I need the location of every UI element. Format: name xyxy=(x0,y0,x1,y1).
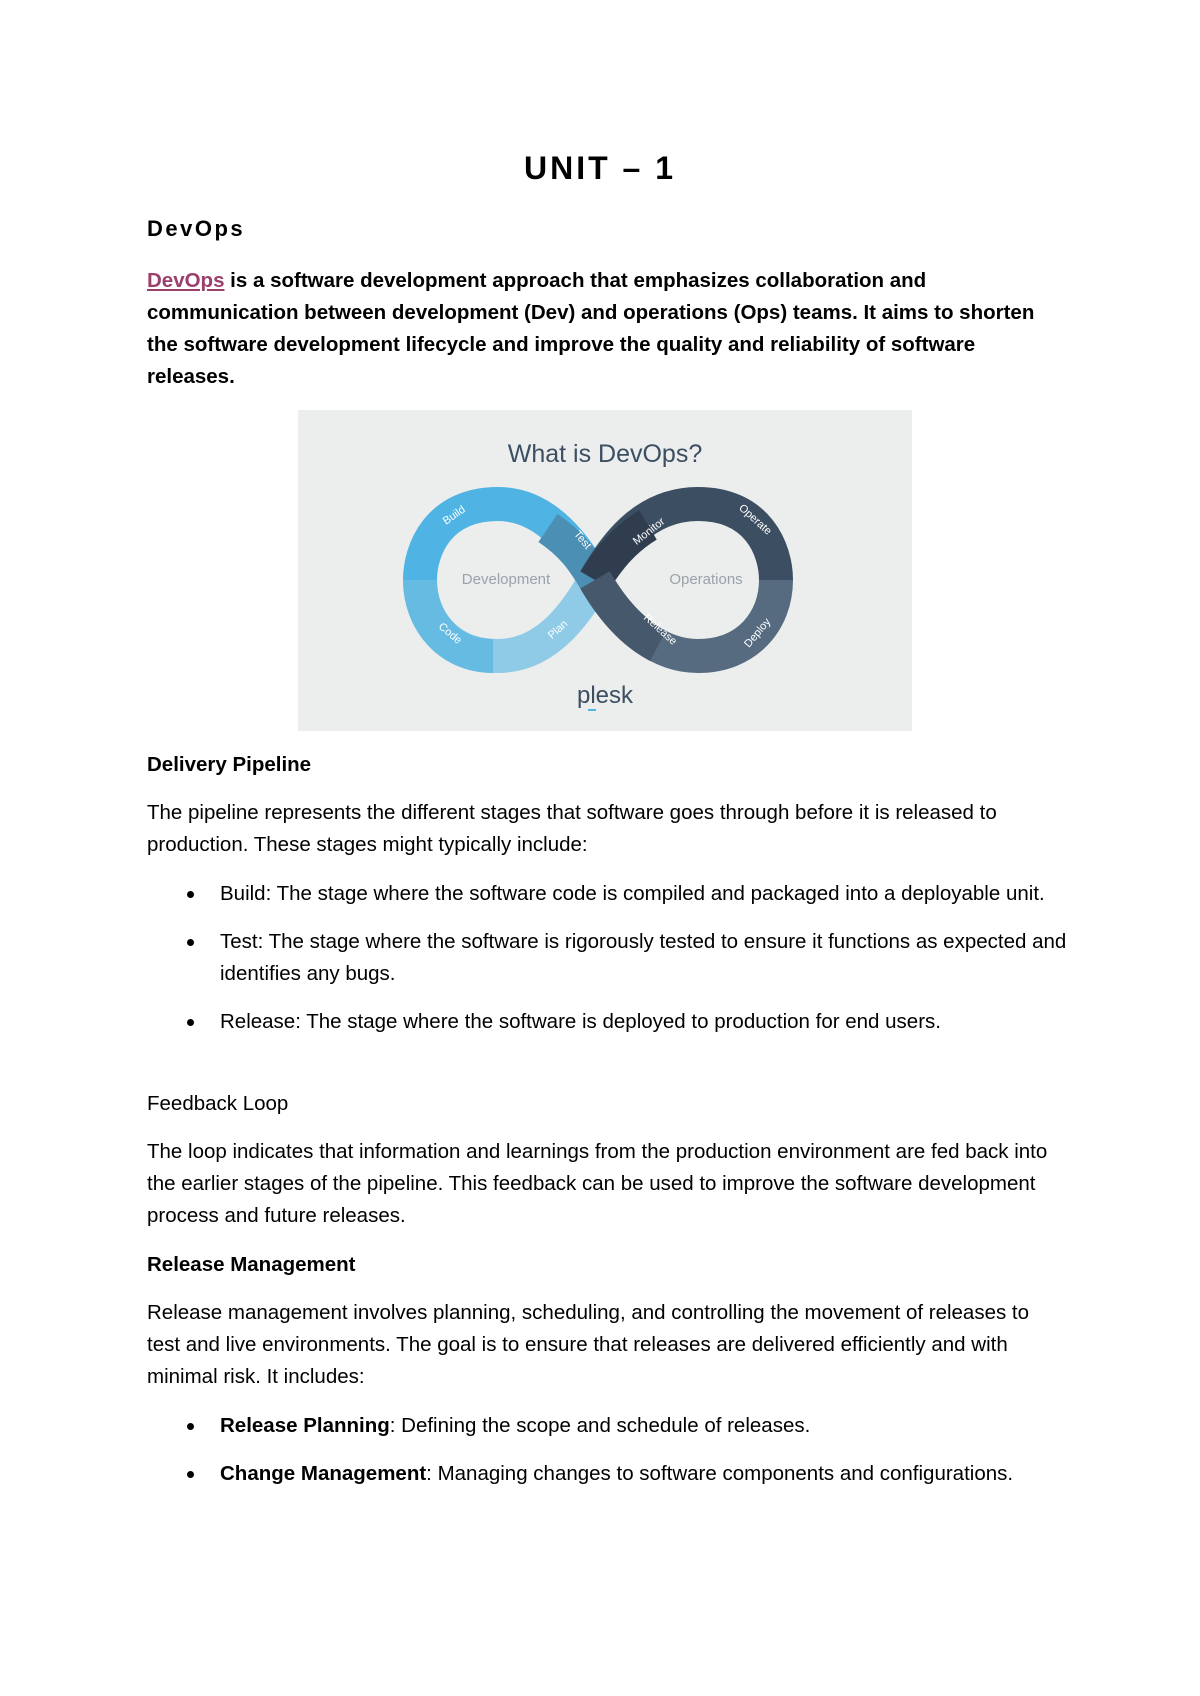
desc-release-planning: : Defining the scope and schedule of releases. xyxy=(389,1414,811,1437)
stage-label-monitor: Monitor xyxy=(631,515,668,548)
stage-label-release: Release xyxy=(640,611,680,648)
term-release-planning: Release Planning xyxy=(220,1414,390,1437)
intro-paragraph xyxy=(147,265,1067,393)
intro-text: is a software development approach that emphasizes collaboration and communication between development (Dev) and operations (Ops) teams. It aims to shorten the software development lifecycle and improve the quality and reliability of software releases. xyxy=(147,269,1035,388)
devops-infinity-figure xyxy=(298,410,912,731)
release-management-list xyxy=(147,1410,1067,1506)
delivery-pipeline-heading: Delivery Pipeline xyxy=(147,753,312,776)
stage-label-deploy: Deploy xyxy=(742,616,774,651)
feedback-loop-heading: Feedback Loop xyxy=(147,1092,289,1115)
development-label: Development xyxy=(461,571,551,588)
operations-label: Operations xyxy=(669,571,743,588)
feedback-loop-paragraph: The loop indicates that information and learnings from the production environment are fed back into the earlier stages of the pipeline. This feedback can be used to improve the software development process and future releases. xyxy=(147,1140,1048,1227)
release-management-intro: Release management involves planning, scheduling, and controlling the movement of releases to test and live environments. The goal is to ensure that releases are delivered efficiently and with minimal risk. It includes: xyxy=(147,1301,1030,1388)
desc-change-management: : Managing changes to software components and configurations. xyxy=(426,1462,1014,1485)
stage-label-test: Test xyxy=(571,528,594,552)
stage-label-plan: Plan xyxy=(545,617,571,642)
stage-label-operate: Operate xyxy=(736,502,774,538)
stage-label-code: Code xyxy=(435,620,464,647)
list-item-change-management xyxy=(147,1458,1067,1490)
figure-title: What is DevOps? xyxy=(507,440,703,468)
pipeline-stage-list xyxy=(147,878,1067,1054)
list-item-release: Release: The stage where the software is deployed to production for end users. xyxy=(147,1006,1067,1038)
stage-label-build: Build xyxy=(440,503,468,528)
devops-infinity-diagram xyxy=(298,410,912,731)
release-management-heading: Release Management xyxy=(147,1253,356,1276)
delivery-pipeline-intro: The pipeline represents the different stages that software goes through before it is released to production. These stages might typically include: xyxy=(147,801,997,856)
plesk-logo: plesk xyxy=(576,682,634,709)
term-change-management: Change Management xyxy=(220,1462,427,1485)
unit-title: UNIT – 1 xyxy=(523,150,677,186)
list-item-release-planning xyxy=(147,1410,1067,1442)
list-item-build: Build: The stage where the software code is compiled and packaged into a deployable unit. xyxy=(147,878,1067,910)
devops-link[interactable]: DevOps xyxy=(147,269,225,292)
section-heading-devops: DevOps xyxy=(147,216,246,241)
list-item-test: Test: The stage where the software is rigorously tested to ensure it functions as expected and identifies any bugs. xyxy=(147,926,1067,990)
